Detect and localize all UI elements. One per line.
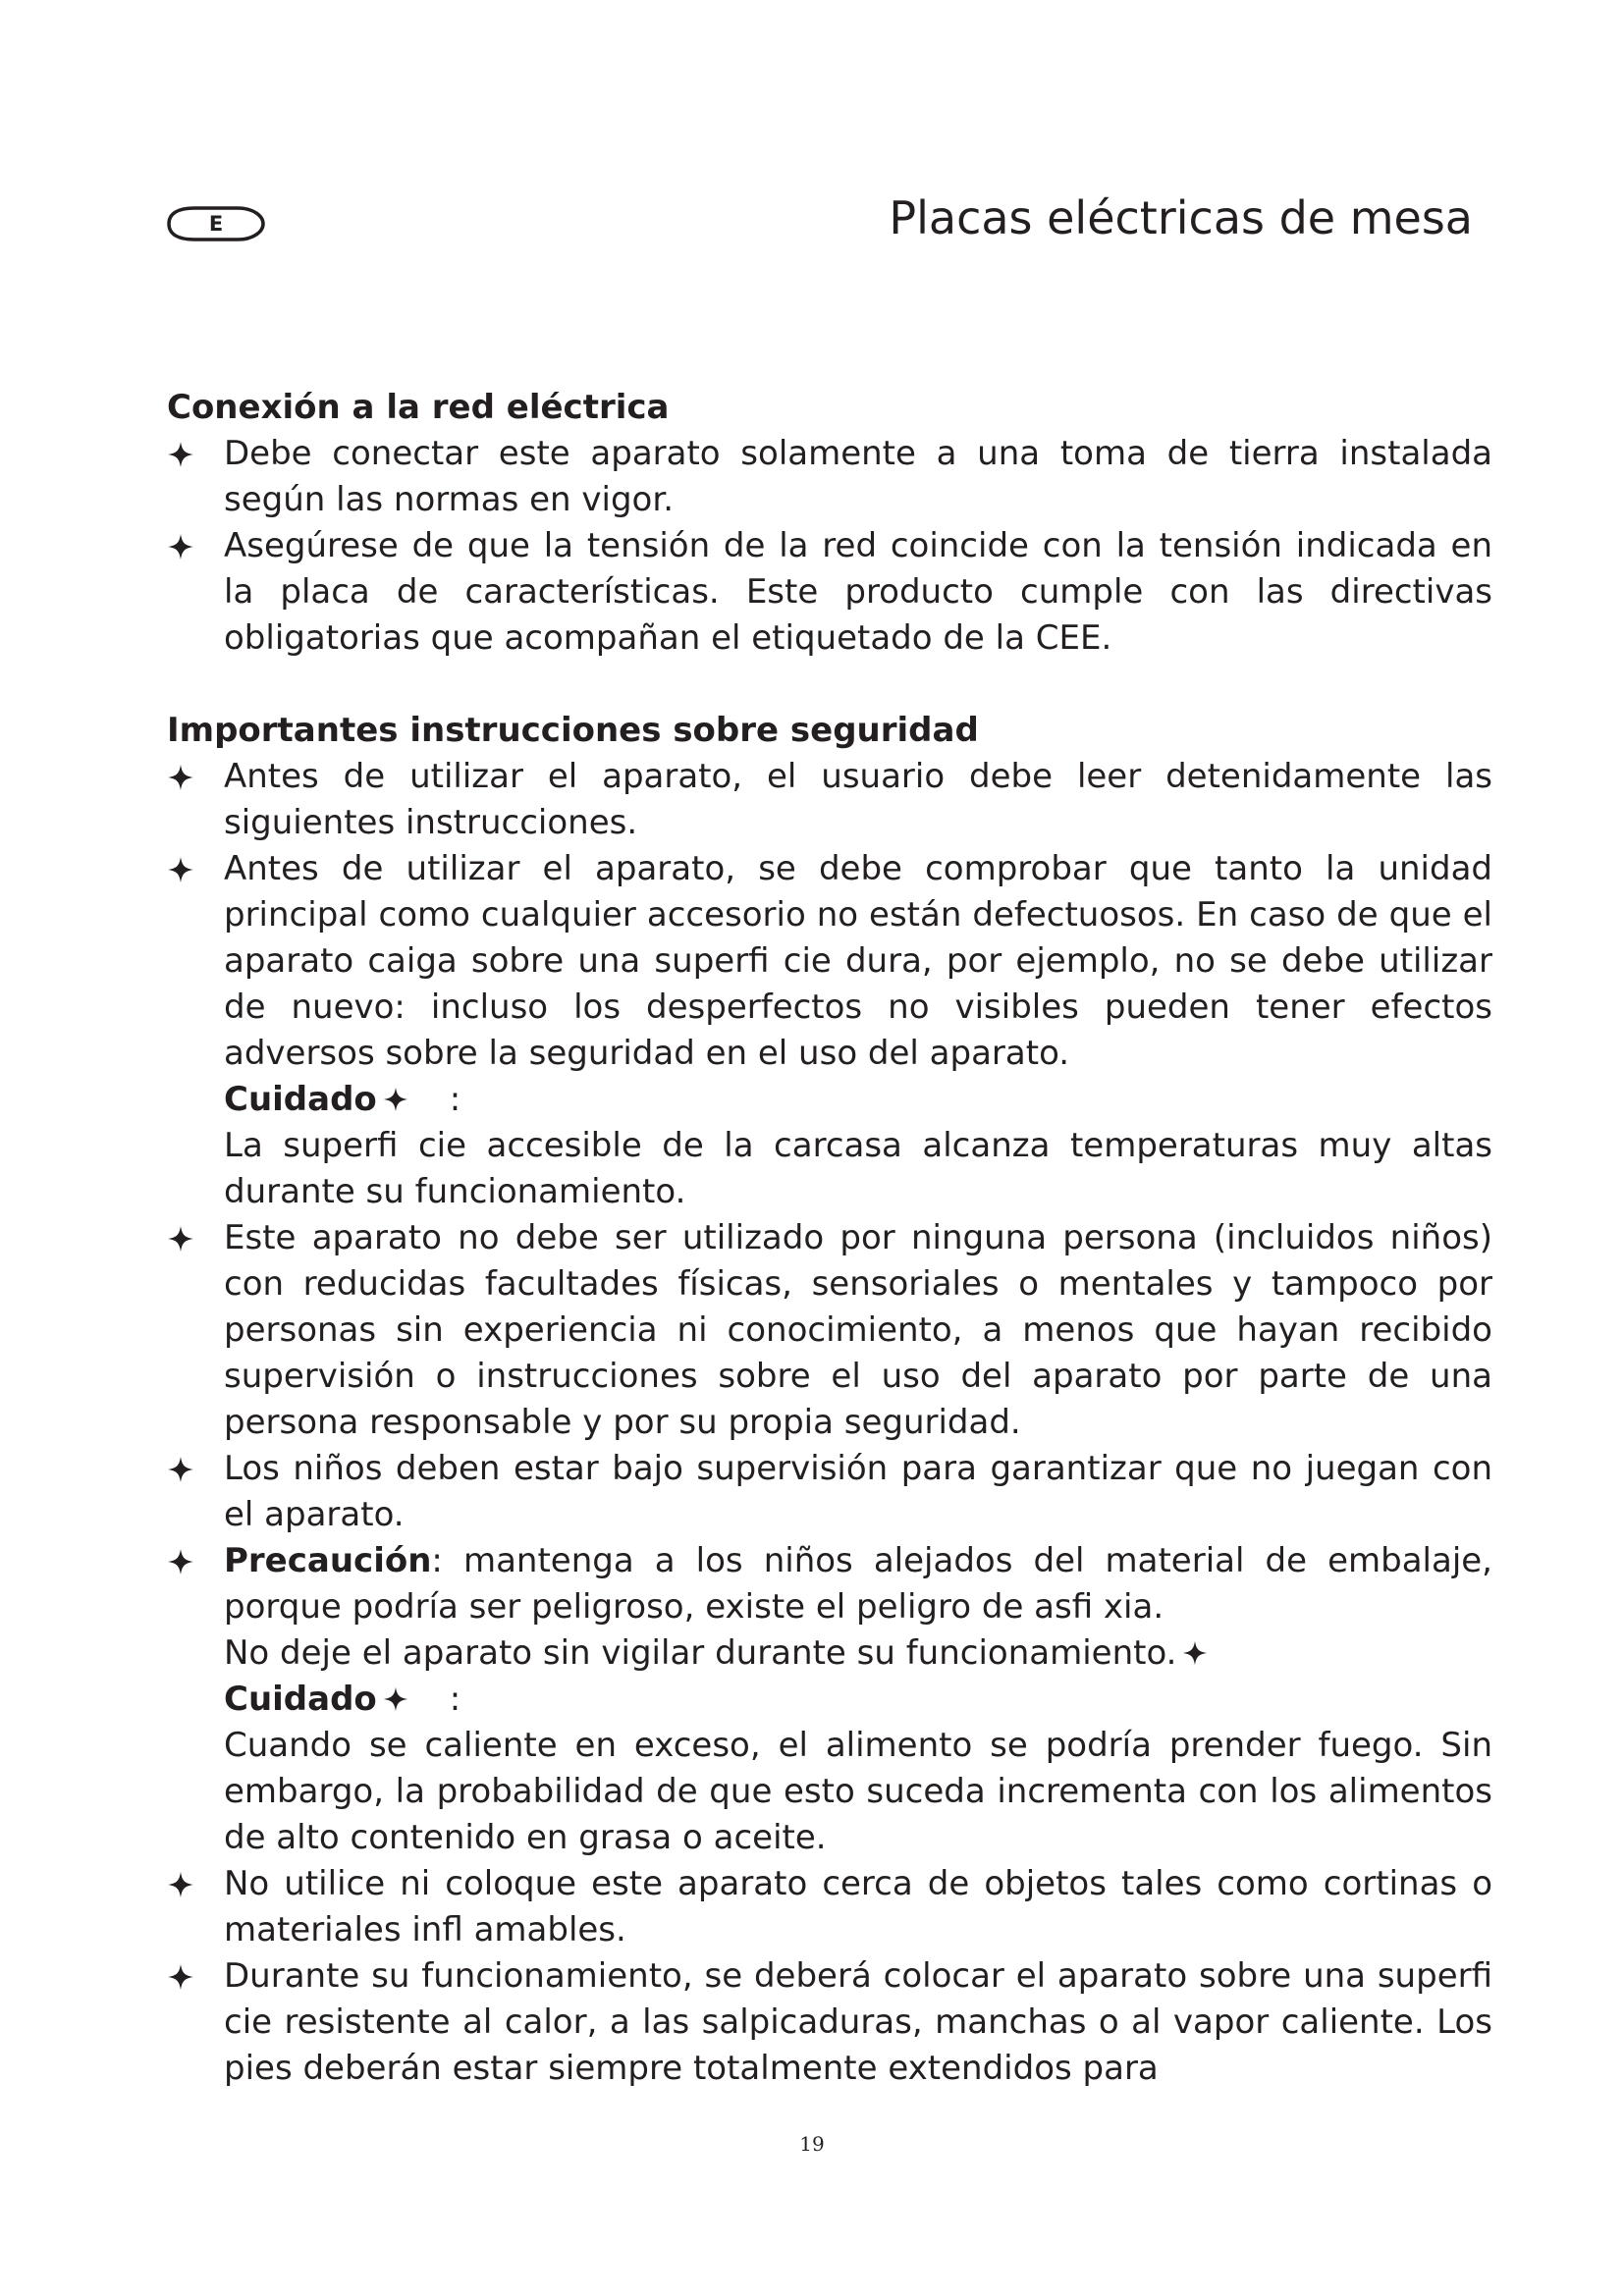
list-item bbox=[167, 846, 1492, 1077]
four-point-star-icon bbox=[167, 441, 194, 468]
note-line bbox=[167, 1630, 1492, 1677]
caution-colon: : bbox=[449, 1080, 461, 1119]
list-item-text: Antes de utilizar el aparato, se debe comprobar que tanto la unidad principal como cualquier accesorio no están defectuosos. En caso de que el aparato caiga sobre una superfi cie dura, por ejemplo, no se debe utilizar de nuevo: incluso los desperfectos no visibles pueden tener efectos adversos sobre la seguridad en el uso del aparato. bbox=[224, 849, 1492, 1073]
four-point-star-icon bbox=[167, 533, 194, 561]
four-point-star-icon bbox=[167, 764, 194, 791]
precaution-label: Precaución bbox=[224, 1541, 432, 1580]
caution-text: Cuando se caliente en exceso, el alimento se podría prender fuego. Sin embargo, la probabilidad de que esto suceda incrementa con los alimentos de alto contenido en grasa o aceite. bbox=[224, 1726, 1492, 1857]
list-item-text: Durante su funcionamiento, se deberá colocar el aparato sobre una superfi cie resistente al calor, a las salpicaduras, manchas o al vapor caliente. Los pies deberán estar siempre totalmente extendidos para bbox=[224, 1956, 1492, 2088]
language-badge bbox=[165, 204, 267, 243]
list-item-text: Este aparato no debe ser utilizado por ninguna persona (incluidos niños) con reducidas facultades físicas, sensoriales o mentales y tampoco por personas sin experiencia ni conocimiento, a menos que hayan recibido supervisión o instrucciones sobre el uso del aparato por parte de una persona responsable y por su propia seguridad. bbox=[224, 1218, 1492, 1442]
list-item bbox=[167, 754, 1492, 846]
list-item bbox=[167, 1861, 1492, 1953]
language-code: E bbox=[208, 212, 224, 236]
list-item-text: Los niños deben estar bajo supervisión para garantizar que no juegan con el aparato. bbox=[224, 1449, 1492, 1534]
note-text: No deje el aparato sin vigilar durante su funcionamiento. bbox=[224, 1633, 1177, 1673]
four-point-star-icon bbox=[167, 1963, 194, 1991]
list-item-text: No utilice ni coloque este aparato cerca de objetos tales como cortinas o materiales infl amables. bbox=[224, 1864, 1492, 1949]
four-point-star-icon bbox=[383, 1087, 408, 1112]
four-point-star-icon bbox=[167, 1548, 194, 1575]
caution-label: Cuidado bbox=[224, 1680, 377, 1719]
list-item-text: Antes de utilizar el aparato, el usuario debe leer detenidamente las siguientes instrucciones. bbox=[224, 757, 1492, 842]
four-point-star-icon bbox=[167, 1456, 194, 1483]
list-item bbox=[167, 523, 1492, 662]
four-point-star-icon bbox=[383, 1686, 408, 1712]
document-body bbox=[167, 385, 1492, 2092]
list-item-text: Debe conectar este aparato solamente a una toma de tierra instalada según las normas en vigor. bbox=[224, 434, 1492, 519]
list-item-text: Asegúrese de que la tensión de la red coincide con la tensión indicada en la placa de características. Este producto cumple con las directivas obligatorias que acompañan el etiquetado de la CEE. bbox=[224, 526, 1492, 658]
four-point-star-icon bbox=[167, 1225, 194, 1253]
list-item-text: : mantenga a los niños alejados del material de embalaje, porque podría ser peligroso, existe el peligro de asfi xia. bbox=[224, 1541, 1492, 1627]
list-item bbox=[167, 1215, 1492, 1446]
list-item bbox=[167, 1538, 1492, 1630]
caution-heading bbox=[167, 1077, 1492, 1123]
caution-colon: : bbox=[449, 1680, 461, 1719]
four-point-star-icon bbox=[167, 1871, 194, 1898]
page-number: 19 bbox=[799, 2132, 825, 2156]
caution-text: La superfi cie accesible de la carcasa alcanza temperaturas muy altas durante su funcionamiento. bbox=[224, 1126, 1492, 1211]
list-item bbox=[167, 1953, 1492, 2092]
caution-heading bbox=[167, 1677, 1492, 1723]
list-item bbox=[167, 431, 1492, 523]
section-heading-safety: Importantes instrucciones sobre seguridad bbox=[167, 711, 979, 750]
caution-label: Cuidado bbox=[224, 1080, 377, 1119]
list-item bbox=[167, 1446, 1492, 1538]
four-point-star-icon bbox=[167, 856, 194, 883]
page-title: Placas eléctricas de mesa bbox=[889, 191, 1473, 244]
section-heading-connection: Conexión a la red eléctrica bbox=[167, 388, 670, 427]
four-point-star-icon bbox=[1182, 1640, 1208, 1666]
